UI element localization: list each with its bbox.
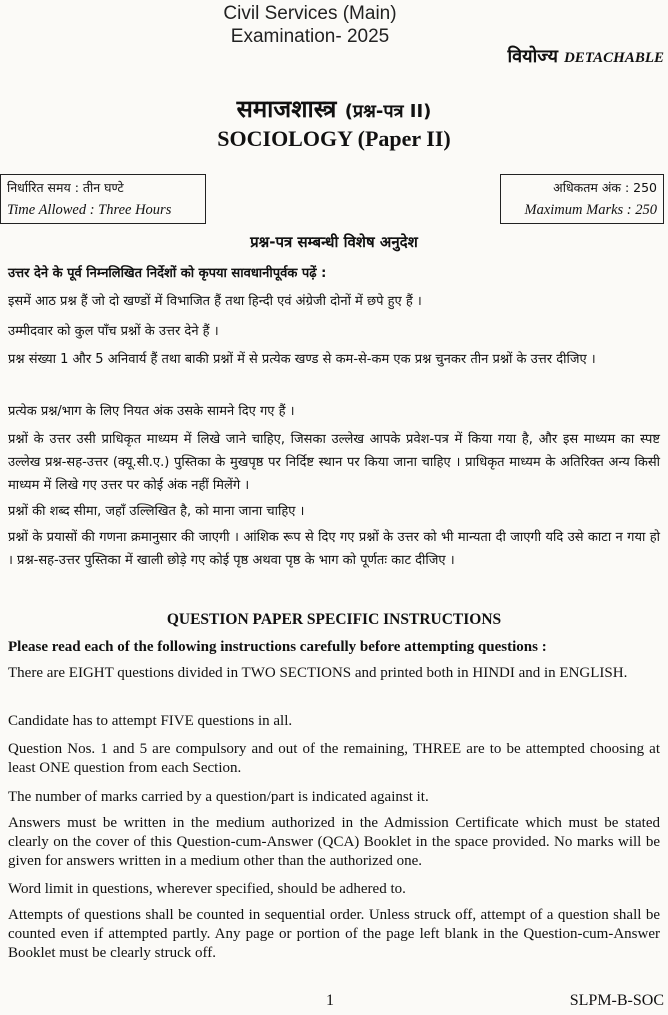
exam-name	[185, 2, 435, 48]
english-instructions-intro: Please read each of the following instructions carefully before attempting questions :	[8, 639, 547, 655]
english-instruction-item: There are EIGHT questions divided in TWO SECTIONS and printed both in HINDI and in ENGLISH.	[8, 665, 628, 681]
detachable-english: DETACHABLE	[563, 50, 664, 66]
hindi-instruction-item: प्रश्नों के प्रयासों की गणना क्रमानुसार की जाएगी । आंशिक रूप से दिए गए प्रश्नों के उत्तर को भी मान्यता दी जाएगी यदि उसे काटा न गया हो । प्रश्न-सह-उत्तर पुस्तिका में खाली छोड़े गए कोई पृष्ठ अथवा पृष्ठ के भाग को पूर्णतः काट दीजिए ।	[8, 530, 660, 568]
maximum-marks-box	[500, 174, 664, 224]
time-allowed-english: Time Allowed : Three Hours	[7, 202, 172, 218]
hindi-instruction-item: प्रत्येक प्रश्न/भाग के लिए नियत अंक उसके सामने दिए गए हैं ।	[8, 404, 295, 419]
hindi-instruction-item: प्रश्नों के उत्तर उसी प्राधिकृत माध्यम में लिखे जाने चाहिए, जिसका उल्लेख आपके प्रवेश-पत्र में किया गया है, और इस माध्यम का स्पष्ट उल्लेख प्रश्न-सह-उत्तर (क्यू.सी.ए.) पुस्तिका के मुखपृष्ठ पर निर्दिष्ट स्थान पर किया जाना चाहिए । प्राधिकृत माध्यम के अतिरिक्त अन्य किसी माध्यम में लिखे गए उत्तर पर कोई अंक नहीं मिलेंगे ।	[8, 432, 660, 493]
time-allowed-box	[0, 174, 206, 224]
hindi-instruction-item: इसमें आठ प्रश्न हैं जो दो खण्डों में विभाजित हैं तथा हिन्दी एवं अंग्रेजी दोनों में छपे हुए हैं ।	[8, 294, 422, 309]
maximum-marks-hindi: अधिकतम अंक : 250	[553, 180, 657, 195]
english-instruction-item: Question Nos. 1 and 5 are compulsory and out of the remaining, THREE are to be attempted choosing at least ONE question from each Section.	[8, 741, 660, 776]
subject-title-hindi	[0, 92, 668, 125]
subject-hindi: समाजशास्त्र	[236, 95, 337, 123]
time-allowed-hindi: निर्धारित समय : तीन घण्टे	[7, 180, 124, 195]
hindi-instructions-intro: उत्तर देने के पूर्व निम्नलिखित निर्देशों को कृपया सावधानीपूर्वक पढ़ें :	[8, 266, 327, 281]
hindi-instruction-item: प्रश्नों की शब्द सीमा, जहाँ उल्लिखित है, को माना जाना चाहिए ।	[8, 504, 305, 519]
hindi-instructions-heading: प्रश्न-पत्र सम्बन्धी विशेष अनुदेश	[250, 233, 418, 251]
detachable-label	[507, 44, 664, 68]
paper-hindi: (प्रश्न-पत्र II)	[344, 101, 432, 122]
exam-line-2: Examination- 2025	[230, 26, 390, 47]
detachable-hindi: वियोज्य	[507, 46, 558, 67]
exam-line-1: Civil Services (Main)	[223, 3, 397, 24]
subject-title-english: SOCIOLOGY (Paper II)	[217, 126, 451, 151]
hindi-instruction-item: प्रश्न संख्या 1 और 5 अनिवार्य हैं तथा बाकी प्रश्नों में से प्रत्येक खण्ड से कम-से-कम एक प्रश्न चुनकर तीन प्रश्नों के उत्तर दीजिए ।	[8, 352, 596, 367]
paper-code: SLPM-B-SOC	[569, 992, 664, 1009]
maximum-marks-english: Maximum Marks : 250	[524, 202, 657, 218]
english-instruction-item: Attempts of questions shall be counted in sequential order. Unless struck off, attempt of a question shall be counted even if attempted partly. Any page or portion of the page left blank in the Question-cum-Answer Booklet must be clearly struck off.	[8, 907, 660, 961]
english-instructions-heading: QUESTION PAPER SPECIFIC INSTRUCTIONS	[166, 611, 502, 628]
hindi-instruction-item: उम्मीदवार को कुल पाँच प्रश्नों के उत्तर देने हैं ।	[8, 324, 219, 339]
page-number: 1	[326, 992, 334, 1009]
english-instruction-item: Answers must be written in the medium authorized in the Admission Certificate which must be stated clearly on the cover of this Question-cum-Answer (QCA) Booklet in the space provided. No marks will be given for answers written in a medium other than the authorized one.	[8, 815, 660, 869]
english-instruction-item: The number of marks carried by a question/part is indicated against it.	[8, 789, 429, 805]
english-instruction-item: Candidate has to attempt FIVE questions in all.	[8, 713, 293, 729]
english-instruction-item: Word limit in questions, wherever specified, should be adhered to.	[8, 881, 406, 897]
